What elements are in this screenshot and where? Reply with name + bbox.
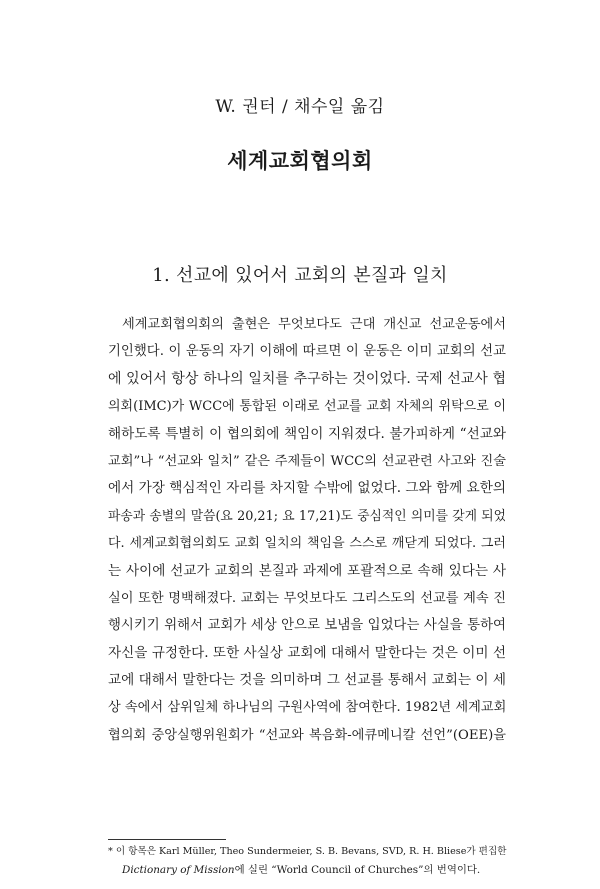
body-line: 해하도록 특별히 이 협의회에 책임이 지워졌다. 불가피하게 “선교와	[108, 425, 506, 442]
body-line: 파송과 송별의 말씀(요 20,21; 요 17,21)도 중심적인 의미를 갖게 되었	[108, 508, 506, 524]
body-line: 교에 대해서 말한다는 것을 의미하며 그 선교를 통해서 교회는 이 세	[108, 672, 506, 689]
body-line: 의회(IMC)가 WCC에 통합된 이래로 선교를 교회 자체의 위탁으로 이	[108, 399, 506, 415]
body-line: 다. 세계교회협의회도 교회 일치의 책임을 스스로 깨닫게 되었다. 그러	[108, 536, 506, 552]
footnote-book-title: Dictionary of Mission	[122, 864, 235, 876]
body-paragraph	[108, 311, 506, 749]
body-line: 교회”나 “선교와 일치” 같은 주제들이 WCC의 선교관련 사고와 진술	[108, 453, 506, 469]
body-line: 는 사이에 선교가 교회의 본질과 과제에 포괄적으로 속해 있다는 사	[108, 562, 506, 579]
body-line: 에 있어서 항상 하나의 일치를 추구하는 것이었다. 국제 선교사 협	[108, 370, 506, 387]
footnote-line	[108, 861, 508, 879]
body-line: 실이 또한 명백해졌다. 교회는 무엇보다도 그리스도의 선교를 계속 진	[108, 590, 506, 606]
body-line: 행시키기 위해서 교회가 세상 안으로 보냄을 입었다는 사실을 통하여	[108, 618, 506, 634]
body-line: 자신을 규정한다. 또한 사실상 교회에 대해서 말한다는 것은 이미 선	[108, 644, 506, 661]
footnote-line: * 이 항목은 Karl Müller, Theo Sundermeier, S. B. Bevans, SVD, R. H. Bliese가 편집한	[108, 846, 507, 857]
body-line: 세계교회협의회의 출현은 무엇보다도 근대 개신교 선교운동에서	[122, 317, 506, 332]
section-heading: 1. 선교에 있어서 교회의 본질과 일치	[152, 265, 448, 286]
article-title: 세계교회협의회	[227, 148, 373, 173]
footnote-line-rest: 에 실린 “World Council of Churches”의 번역이다.	[234, 864, 481, 876]
body-line: 협의회 중앙실행위원회가 “선교와 복음화-에큐메니칼 선언”(OEE)을	[108, 727, 506, 743]
footnote	[108, 843, 508, 879]
body-line: 상 속에서 삼위일체 하나님의 구원사역에 참여한다. 1982년 세계교회	[108, 700, 507, 716]
body-line: 에서 가장 핵심적인 자리를 차지할 수밖에 없었다. 그와 함께 요한의	[108, 480, 506, 497]
author-translator-line: W. 권터 / 채수일 옮김	[215, 97, 385, 117]
body-line: 기인했다. 이 운동의 자기 이해에 따르면 이 운동은 이미 교회의 선교	[108, 344, 506, 360]
footnote-divider	[108, 839, 226, 840]
